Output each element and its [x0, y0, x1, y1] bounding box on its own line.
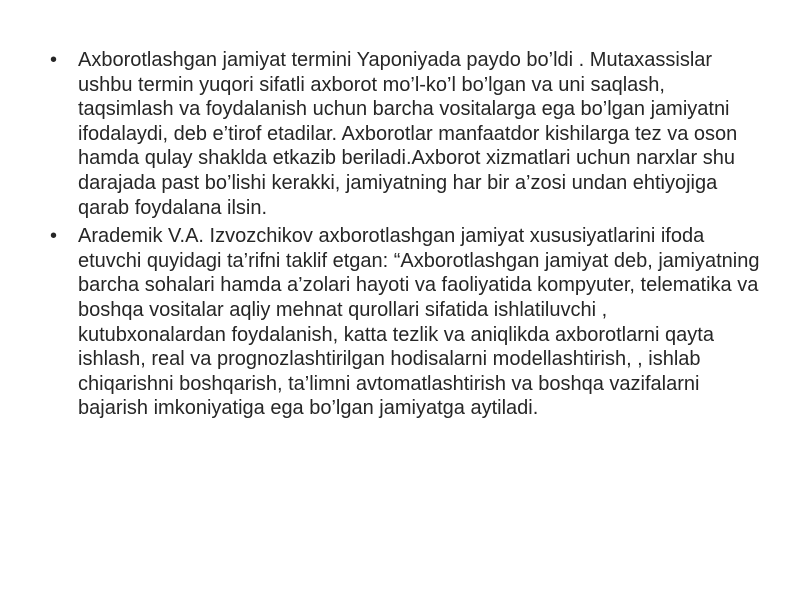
bullet-list: [48, 48, 760, 425]
bullet-item-2: [48, 224, 760, 421]
bullet-text-1: Axborotlashgan jamiyat termini Yaponiyada paydo bo’ldi . Mutaxassislar ushbu termin yuqori sifatli axborot mo’l-ko’l bo’lgan va uni saqlash, taqsimlash va foydalanish uchun barcha vositalarga ega bo’lgan jamiyatni ifodalaydi, deb e’tirof etadilar. Axborotlar manfaatdor kishilarga tez va oson hamda qulay shaklda etkazib beriladi.Axborot xizmatlari uchun narxlar shu darajada past bo’lishi kerakki, jamiyatning har bir a’zosi undan ehtiyojiga qarab foydalana ilsin.: [78, 49, 738, 219]
bullet-item-1: [48, 48, 760, 220]
bullet-icon: •: [50, 49, 58, 71]
bullet-icon: •: [50, 225, 58, 248]
bullet-text-2: Arademik V.A. Izvozchikov axborotlashgan jamiyat xususiyatlarini ifoda etuvchi quyidagi ta’rifni taklif etgan: “Axborotlashgan jamiyat deb, jamiyatning barcha sohalari hamda a’zolari hayoti va faoliyatida kompyuter, telematika va boshqa vositalar aqliy mehnat qurollari sifatida ishlatiluvchi , kutubxonalardan foydalanish, katta tezlik va aniqlikda axborotlarni qayta ishlash, real va prognozlashtirilgan hodisalarni modellashtirish, , ishlab chiqarishni boshqarish, ta’limni avtomatlashtirish va boshqa vazifalarni bajarish imkoniyatiga ega bo’lgan jamiyatga aytiladi.: [78, 225, 760, 420]
